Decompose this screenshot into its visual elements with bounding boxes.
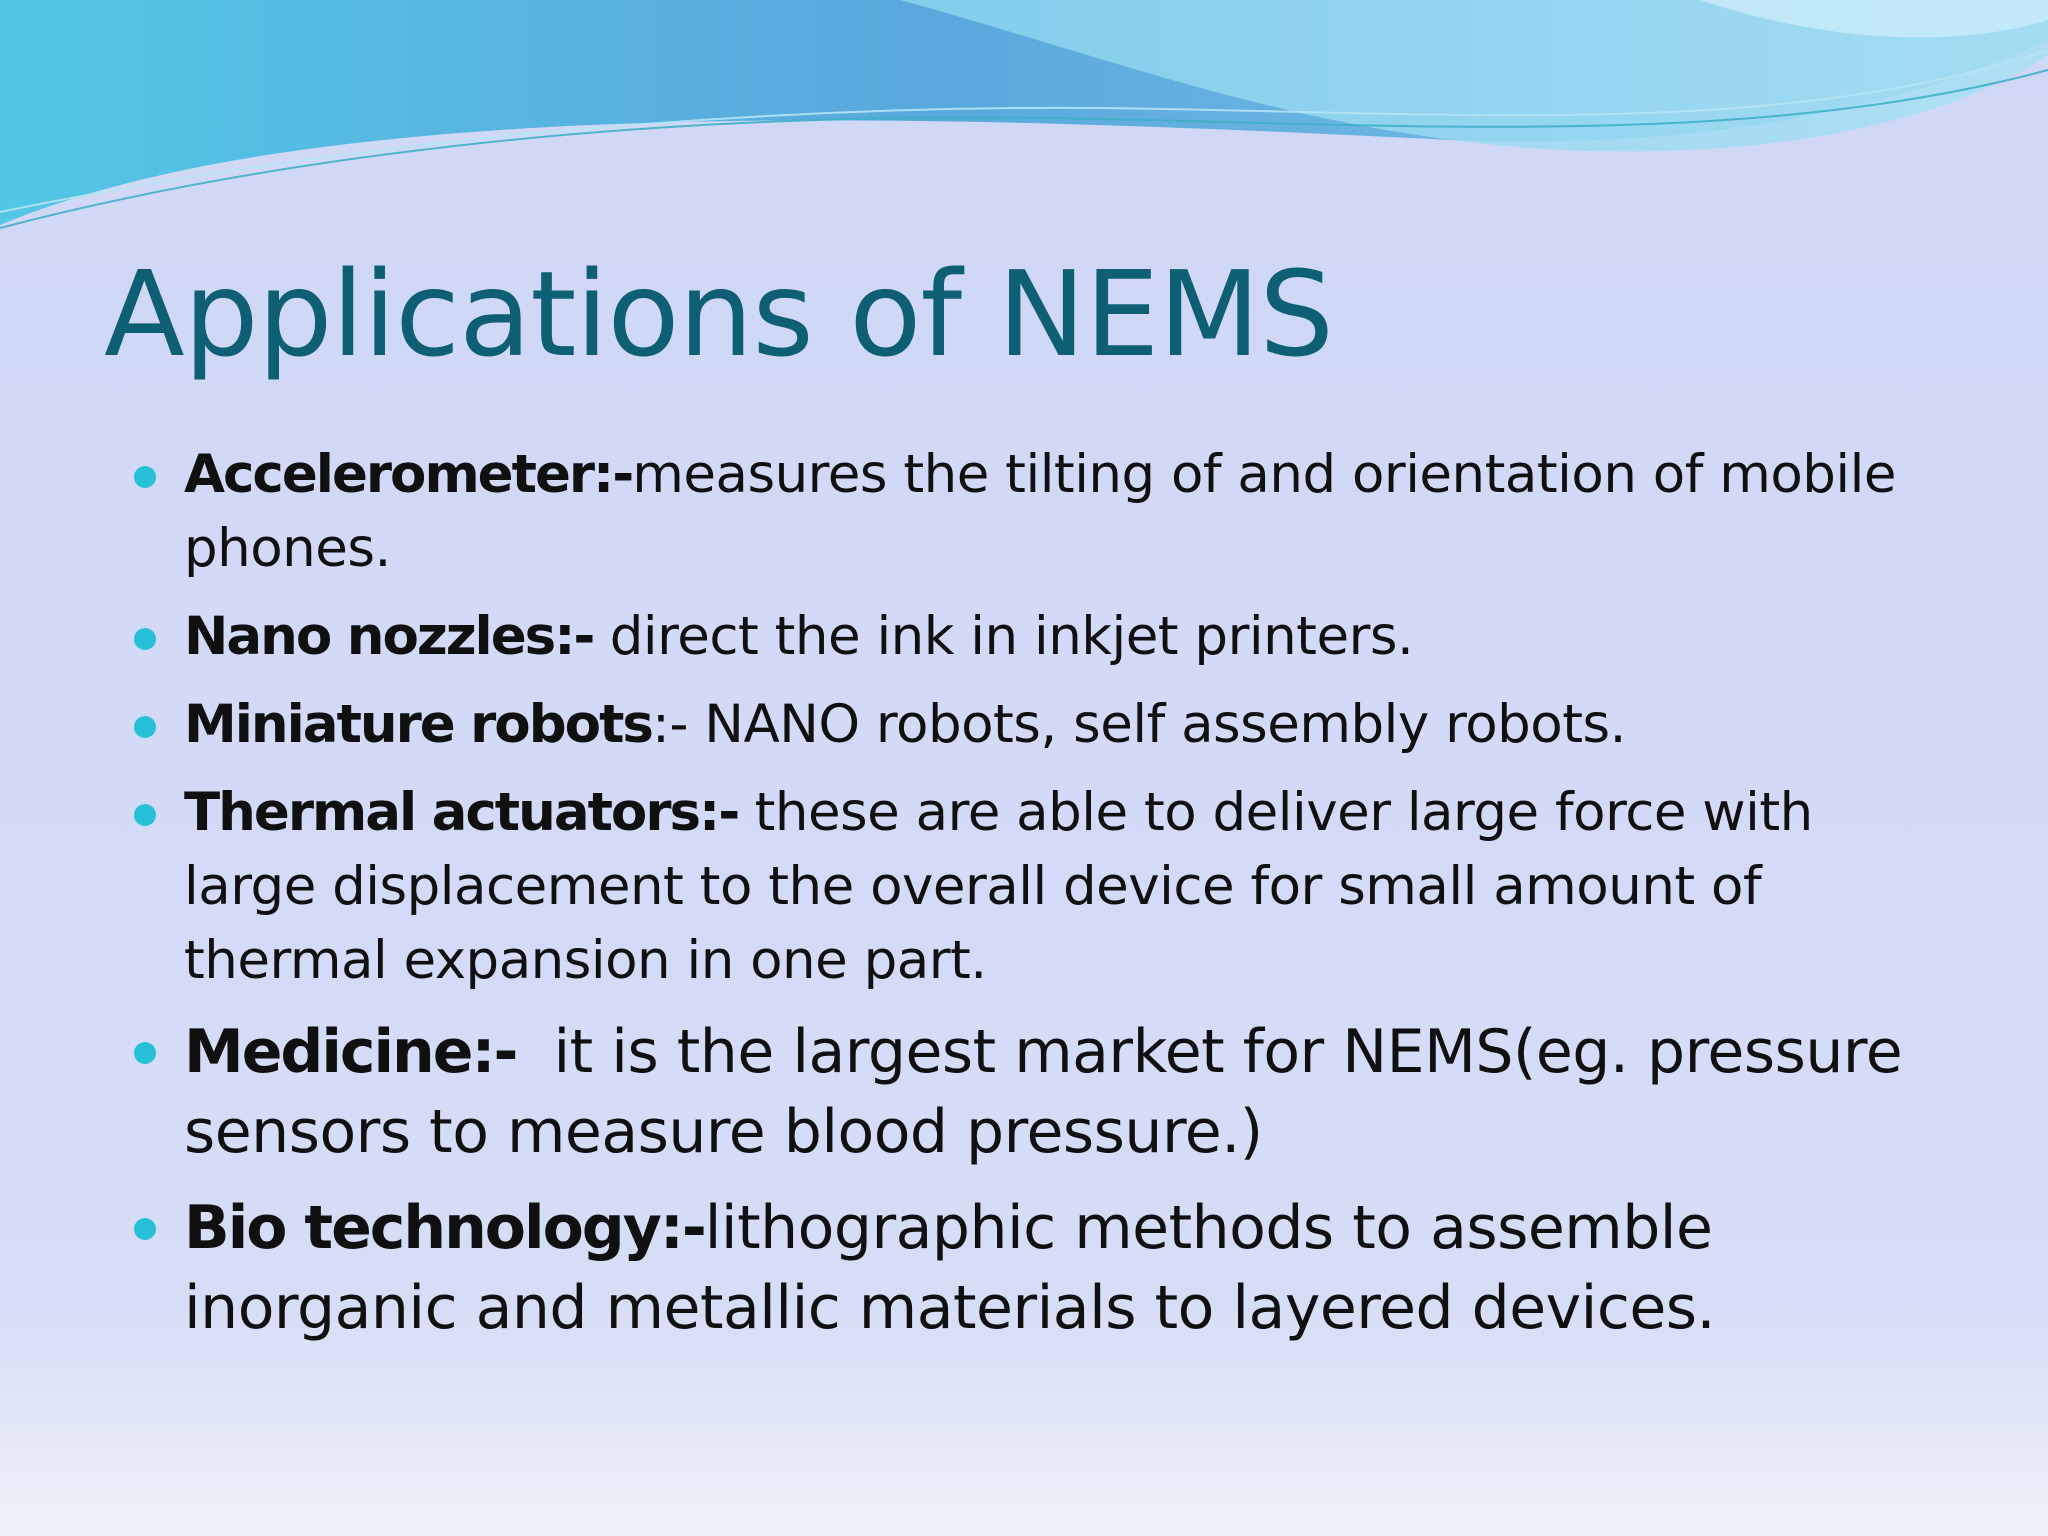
bullet-text: it is the largest market for NEMS(eg. pressure sensors to measure blood pressure.)	[184, 1017, 1921, 1167]
bullet-text: direct the ink in inkjet printers.	[593, 606, 1414, 667]
slide-title: Applications of NEMS	[104, 245, 1334, 383]
bullet-nano-nozzles	[134, 600, 1934, 674]
bullet-text: :- NANO robots, self assembly robots.	[651, 694, 1626, 755]
bullet-accelerometer	[134, 438, 1934, 586]
bullet-text: lithographic methods to assemble inorganic and metallic materials to layered devices.	[184, 1193, 1716, 1343]
bullet-dot-icon	[134, 628, 156, 650]
bullet-term: Medicine:-	[184, 1017, 517, 1087]
bullet-dot-icon	[134, 466, 156, 488]
bullet-dot-icon	[134, 1218, 156, 1240]
bullet-dot-icon	[134, 1042, 156, 1064]
bullet-term: Miniature robots	[184, 694, 652, 755]
bullet-text: measures the tilting of and orientation of mobile phones.	[184, 444, 1896, 579]
bullet-medicine	[134, 1012, 1934, 1172]
bullet-bio-technology	[134, 1188, 1934, 1348]
bullet-miniature-robots	[134, 688, 1934, 762]
bullet-term: Bio technology:-	[184, 1193, 705, 1263]
bullet-dot-icon	[134, 716, 156, 738]
bullet-dot-icon	[134, 804, 156, 826]
bullet-term: Thermal actuators:-	[184, 782, 739, 843]
header-wave-decoration	[0, 0, 2048, 260]
bullet-term: Accelerometer:-	[184, 444, 633, 505]
bullet-list	[134, 438, 1934, 1364]
bullet-term: Nano nozzles:-	[184, 606, 594, 667]
bullet-thermal-actuators	[134, 776, 1934, 998]
bullet-text: these are able to deliver large force with large displacement to the overall device for small amount of thermal expansion in one part.	[184, 782, 1813, 991]
